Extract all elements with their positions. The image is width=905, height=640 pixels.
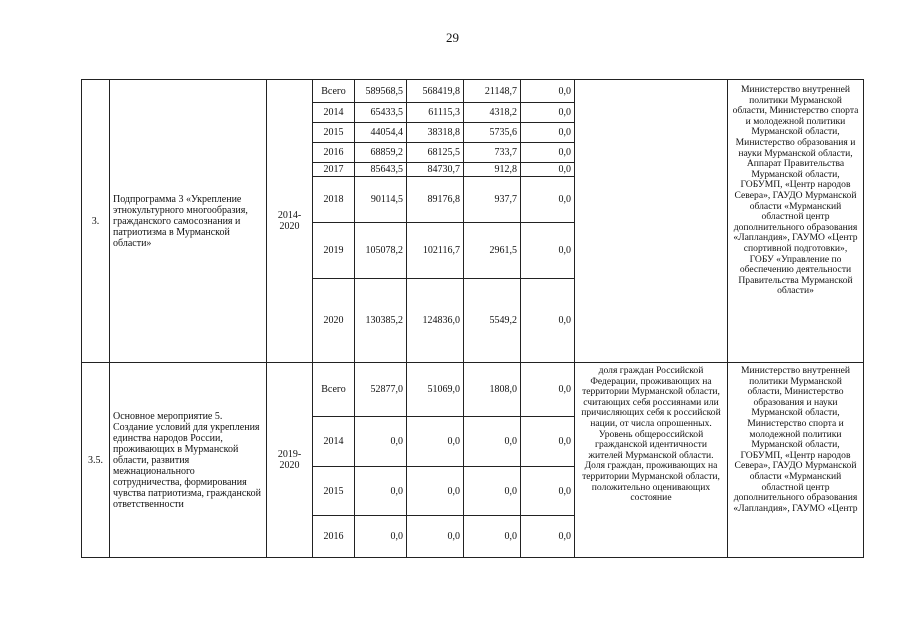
finance-other: 0,0 (521, 163, 575, 177)
executor: Министерство внутренней политики Мурманской области, Министерство образования и науки Мурманской области, Министерство спорта и молодежной политики Мурманской области, ГОБУМП, «Центр народов Севера», ГАУДО Мурманской области «Мурманский областной центр дополнительного образования «Лапландия», ГАУМО «Центр (728, 363, 864, 558)
indicator (575, 80, 728, 363)
finance-regional: 102116,7 (407, 223, 464, 279)
period: 2014- 2020 (267, 80, 313, 363)
finance-federal: 912,8 (464, 163, 521, 177)
finance-federal: 4318,2 (464, 103, 521, 123)
finance-other: 0,0 (521, 123, 575, 143)
finance-federal: 21148,7 (464, 80, 521, 103)
finance-other: 0,0 (521, 177, 575, 223)
finance-regional: 0,0 (407, 467, 464, 516)
finance-year: 2019 (313, 223, 355, 279)
finance-year: 2015 (313, 467, 355, 516)
finance-federal: 937,7 (464, 177, 521, 223)
finance-regional: 0,0 (407, 417, 464, 467)
period: 2019- 2020 (267, 363, 313, 558)
finance-other: 0,0 (521, 279, 575, 363)
finance-federal: 2961,5 (464, 223, 521, 279)
finance-federal: 733,7 (464, 143, 521, 163)
measure-name: Основное мероприятие 5. Создание условий для укрепления единства народов России, проживающих в Мурманской области, развития межнационального сотрудничества, формирования чувства патриотизма, гражданской ответственности (110, 363, 267, 558)
finance-total: 130385,2 (355, 279, 407, 363)
finance-regional: 84730,7 (407, 163, 464, 177)
table-row (82, 363, 864, 417)
executor: Министерство внутренней политики Мурманской области, Министерство спорта и молодежной политики Мурманской области, Министерство образования и науки Мурманской области, Аппарат Правительства Мурманской области, ГОБУМП, «Центр народов Севера», ГАУДО Мурманской области «Мурманский областной центр дополнительного образования «Лапландия», ГАУМО «Центр спортивной подготовки», ГОБУ «Управление по обеспечению деятельности Правительства Мурманской области» (728, 80, 864, 363)
finance-regional: 38318,8 (407, 123, 464, 143)
finance-regional: 51069,0 (407, 363, 464, 417)
finance-regional: 61115,3 (407, 103, 464, 123)
finance-total: 68859,2 (355, 143, 407, 163)
finance-federal: 0,0 (464, 417, 521, 467)
table-row (82, 80, 864, 103)
finance-regional: 89176,8 (407, 177, 464, 223)
finance-year: 2014 (313, 417, 355, 467)
finance-year: Всего (313, 363, 355, 417)
finance-year: Всего (313, 80, 355, 103)
finance-total: 0,0 (355, 417, 407, 467)
finance-federal: 1808,0 (464, 363, 521, 417)
finance-regional: 568419,8 (407, 80, 464, 103)
finance-regional: 68125,5 (407, 143, 464, 163)
finance-other: 0,0 (521, 417, 575, 467)
finance-total: 105078,2 (355, 223, 407, 279)
finance-federal: 0,0 (464, 467, 521, 516)
finance-other: 0,0 (521, 467, 575, 516)
finance-total: 85643,5 (355, 163, 407, 177)
row-number: 3.5. (82, 363, 110, 558)
finance-total: 589568,5 (355, 80, 407, 103)
finance-other: 0,0 (521, 363, 575, 417)
finance-other: 0,0 (521, 143, 575, 163)
finance-year: 2017 (313, 163, 355, 177)
finance-year: 2020 (313, 279, 355, 363)
finance-federal: 0,0 (464, 516, 521, 558)
finance-year: 2016 (313, 516, 355, 558)
finance-year: 2016 (313, 143, 355, 163)
finance-federal: 5549,2 (464, 279, 521, 363)
finance-total: 65433,5 (355, 103, 407, 123)
measure-name: Подпрограмма 3 «Укрепление этнокультурного многообразия, гражданского самосознания и патриотизма в Мурманской области» (110, 80, 267, 363)
finance-regional: 124836,0 (407, 279, 464, 363)
finance-other: 0,0 (521, 516, 575, 558)
finance-total: 0,0 (355, 516, 407, 558)
finance-other: 0,0 (521, 103, 575, 123)
finance-total: 52877,0 (355, 363, 407, 417)
finance-other: 0,0 (521, 80, 575, 103)
indicator: доля граждан Российской Федерации, проживающих на территории Мурманской области, считающих себя россиянами или причисляющих себя к российской нации, от числа опрошенных. Уровень общероссийской гражданской идентичности жителей Мурманской области. Доля граждан, проживающих на территории Мурманской области, положительно оценивающих состояние (575, 363, 728, 558)
finance-regional: 0,0 (407, 516, 464, 558)
finance-total: 44054,4 (355, 123, 407, 143)
finance-other: 0,0 (521, 223, 575, 279)
finance-year: 2015 (313, 123, 355, 143)
finance-total: 0,0 (355, 467, 407, 516)
finance-year: 2014 (313, 103, 355, 123)
finance-total: 90114,5 (355, 177, 407, 223)
page-number: 29 (446, 30, 459, 45)
finance-year: 2018 (313, 177, 355, 223)
program-table (81, 79, 864, 558)
row-number: 3. (82, 80, 110, 363)
finance-federal: 5735,6 (464, 123, 521, 143)
